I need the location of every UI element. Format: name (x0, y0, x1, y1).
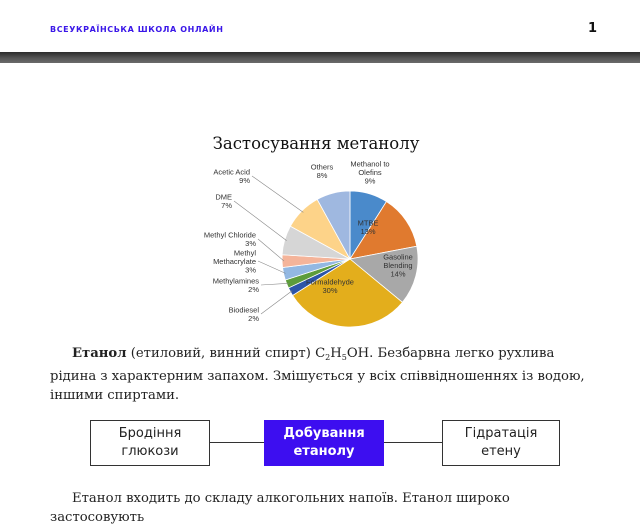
ethanol-properties: . Безбарвна легко рухлива рідина з характерним запахом. Змішується у всіх співвідношеннях із водою, іншими спиртами. (50, 346, 585, 403)
flow-center-line1: Добування (283, 426, 365, 441)
flow-connector-right (384, 442, 442, 443)
methanol-uses-chart (186, 134, 456, 334)
flow-box-ethanol-production (264, 420, 384, 466)
ethanol-paragraph (50, 344, 590, 405)
pie-label-dme: DME 7% (215, 192, 232, 211)
flow-connector-left (210, 442, 264, 443)
pie-label-mtbe: MTBE 13% (357, 218, 379, 237)
flow-left-line1: Бродіння (118, 426, 182, 441)
ethanol-description: (етиловий, винний спирт) (126, 346, 316, 361)
flow-right-line1: Гідратація (464, 426, 538, 441)
ethanol-term: Етанол (72, 346, 127, 361)
pie-label-methyl-chloride: Methyl Chloride 3% (203, 230, 256, 249)
pie-label-methylamines: Methylamines 2% (212, 276, 259, 295)
pie-label-biodiesel: Biodiesel 2% (228, 305, 259, 324)
pie-label-methyl-methacrylate: Methyl Methacrylate 3% (213, 248, 256, 275)
flow-left-line2: глюкози (121, 444, 179, 459)
pie-leader-methylamines (261, 283, 289, 285)
pie-leader-methyl-methacrylate (258, 261, 286, 273)
pie-leader-acetic-acid (252, 176, 303, 212)
chart-title: Застосування метанолу (212, 134, 420, 153)
pie-label-gasoline-blending: Gasoline Blending 14% (383, 252, 413, 279)
flow-box-ethene-hydration (442, 420, 560, 466)
pie-leader-biodiesel (261, 291, 292, 314)
flow-center-line2: етанолу (293, 444, 355, 459)
ethanol-formula: $C_2H_5OH$ (315, 346, 370, 362)
pie-label-others: Others 8% (310, 162, 334, 181)
pie-label-acetic-acid: Acetic Acid 9% (213, 167, 250, 186)
page-number: 1 (588, 21, 598, 36)
pie-leader-methyl-chloride (258, 239, 284, 261)
pie-label-formaldehyde: Formaldehyde 30% (306, 277, 354, 296)
pie-label-methanol-to-olefins: Methanol to Olefins 9% (350, 159, 390, 186)
header-title: ВСЕУКРАЇНСЬКА ШКОЛА ОНЛАЙН (50, 25, 224, 34)
pie-chart-svg (186, 134, 456, 334)
header-bar (0, 52, 640, 63)
flow-box-glucose-fermentation (90, 420, 210, 466)
ethanol-uses-paragraph: Етанол входить до складу алкогольних напоїв. Етанол широко застосовують (50, 491, 510, 525)
flow-right-line2: етену (481, 444, 521, 459)
